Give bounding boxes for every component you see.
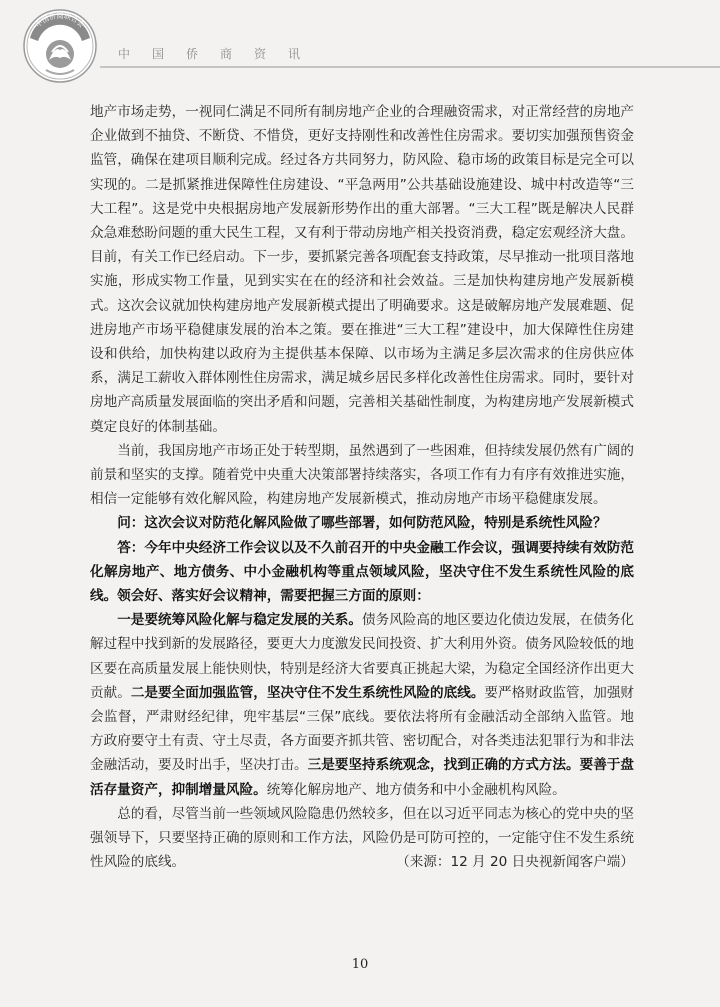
article-body	[90, 100, 634, 875]
page-header	[0, 0, 720, 95]
paragraph-summary	[90, 802, 634, 875]
answer-paragraph	[90, 536, 634, 609]
source-citation: （来源：12 月 20 日央视新闻客户端）	[396, 854, 634, 871]
federation-logo-icon	[22, 8, 98, 84]
page-number: 10	[351, 957, 369, 972]
paragraph-market-outlook: 当前，我国房地产市场正处于转型期，虽然遇到了一些困难，但持续发展仍然有广阔的前景和坚实的支撑。随着党中央重大决策部署持续落实，各项工作有力有序有效推进实施，相信一定能够有效化解风险，构建房地产发展新模式，推动房地产市场平稳健康发展。	[90, 442, 634, 508]
paragraph-real-estate: 地产市场走势，一视同仁满足不同所有制房地产企业的合理融资需求，对正常经营的房地产企业做到不抽贷、不断贷、不惜贷，更好支持刚性和改善性住房需求。要切实加强预售资金监管，确保在建项目顺利完成。经过各方共同努力，防风险、稳市场的政策目标是完全可以实现的。二是抓紧推进保障性住房建设、“平急两用”公共基础设施建设、城中村改造等“三大工程”。这是党中央根据房地产发展新形势作出的重大部署。“三大工程”既是解决人民群众急难愁盼问题的重大民生工程，又有利于带动房地产相关投资消费，稳定宏观经济大盘。目前，有关工作已经启动。下一步，要抓紧完善各项配套支持政策，尽早推动一批项目落地实施，形成实物工作量，见到实实在在的经济和社会效益。三是加快构建房地产发展新模式。这次会议就加快构建房地产发展新模式提出了明确要求。这是破解房地产发展难题、促进房地产市场平稳健康发展的治本之策。要在推进“三大工程”建设中，加大保障性住房建设和供给，加快构建以政府为主提供基本保障、以市场为主满足多层次需求的住房供应体系，满足工薪收入群体刚性住房需求，满足城乡居民多样化改善性住房需求。同时，要针对房地产高质量发展面临的突出矛盾和问题，完善相关基础性制度，为构建房地产发展新模式奠定良好的体制基础。	[90, 104, 634, 435]
principle-two: 二是要全面加强监管，坚决守住不发生系统性风险的底线。	[130, 684, 485, 701]
header-divider	[100, 66, 720, 68]
question-paragraph	[90, 511, 634, 535]
paragraph-principles	[90, 608, 634, 802]
principle-one: 一是要统筹风险化解与稳定发展的关系。	[117, 612, 362, 629]
answer-text: 答：今年中央经济工作会议以及不久前召开的中央金融工作会议，强调要持续有效防范化解房地产、地方债务、中小金融机构等重点领域风险，坚决守住不发生系统性风险的底线。领会好、落实好会议精神，需要把握三方面的原则：	[90, 539, 634, 605]
principle-two-text: 要严格财政监管，加强财会监督，严肃财经纪律，兜牢基层“三保”底线。要依法将所有金融活动全部纳入监管。地方政府要守土有责、守土尽责，各方面要齐抓共管、密切配合，对各类违法犯罪行为和非法金融活动，要及时出手，坚决打击。	[90, 684, 635, 774]
principle-three: 三是要坚持系统观念，找到正确的方式方法。要善于盘活存量资产，抑制增量风险。	[90, 757, 635, 798]
summary-text: 总的看，尽管当前一些领域风险隐患仍然较多，但在以习近平同志为核心的党中央的坚强领导下，只要坚持正确的原则和工作方法，风险仍是可防可控的，一定能守住不发生系统性风险的底线。	[90, 805, 634, 871]
logo-text: 中国侨商联合会	[34, 12, 86, 30]
question-text: 问：这次会议对防范化解风险做了哪些部署，如何防范风险，特别是系统性风险？	[117, 515, 607, 532]
principle-three-text: 统筹化解房地产、地方债务和中小金融机构风险。	[266, 781, 566, 798]
principle-one-text: 债务风险高的地区要边化债边发展，在债务化解过程中找到新的发展路径，要更大力度激发民间投资、扩大利用外资。债务风险较低的地区要在高质量发展上能快则快，特别是经济大省要真正挑起大梁，为稳定全国经济作出更大贡献。	[90, 612, 635, 701]
header-title: 中国侨商资讯	[118, 47, 323, 61]
